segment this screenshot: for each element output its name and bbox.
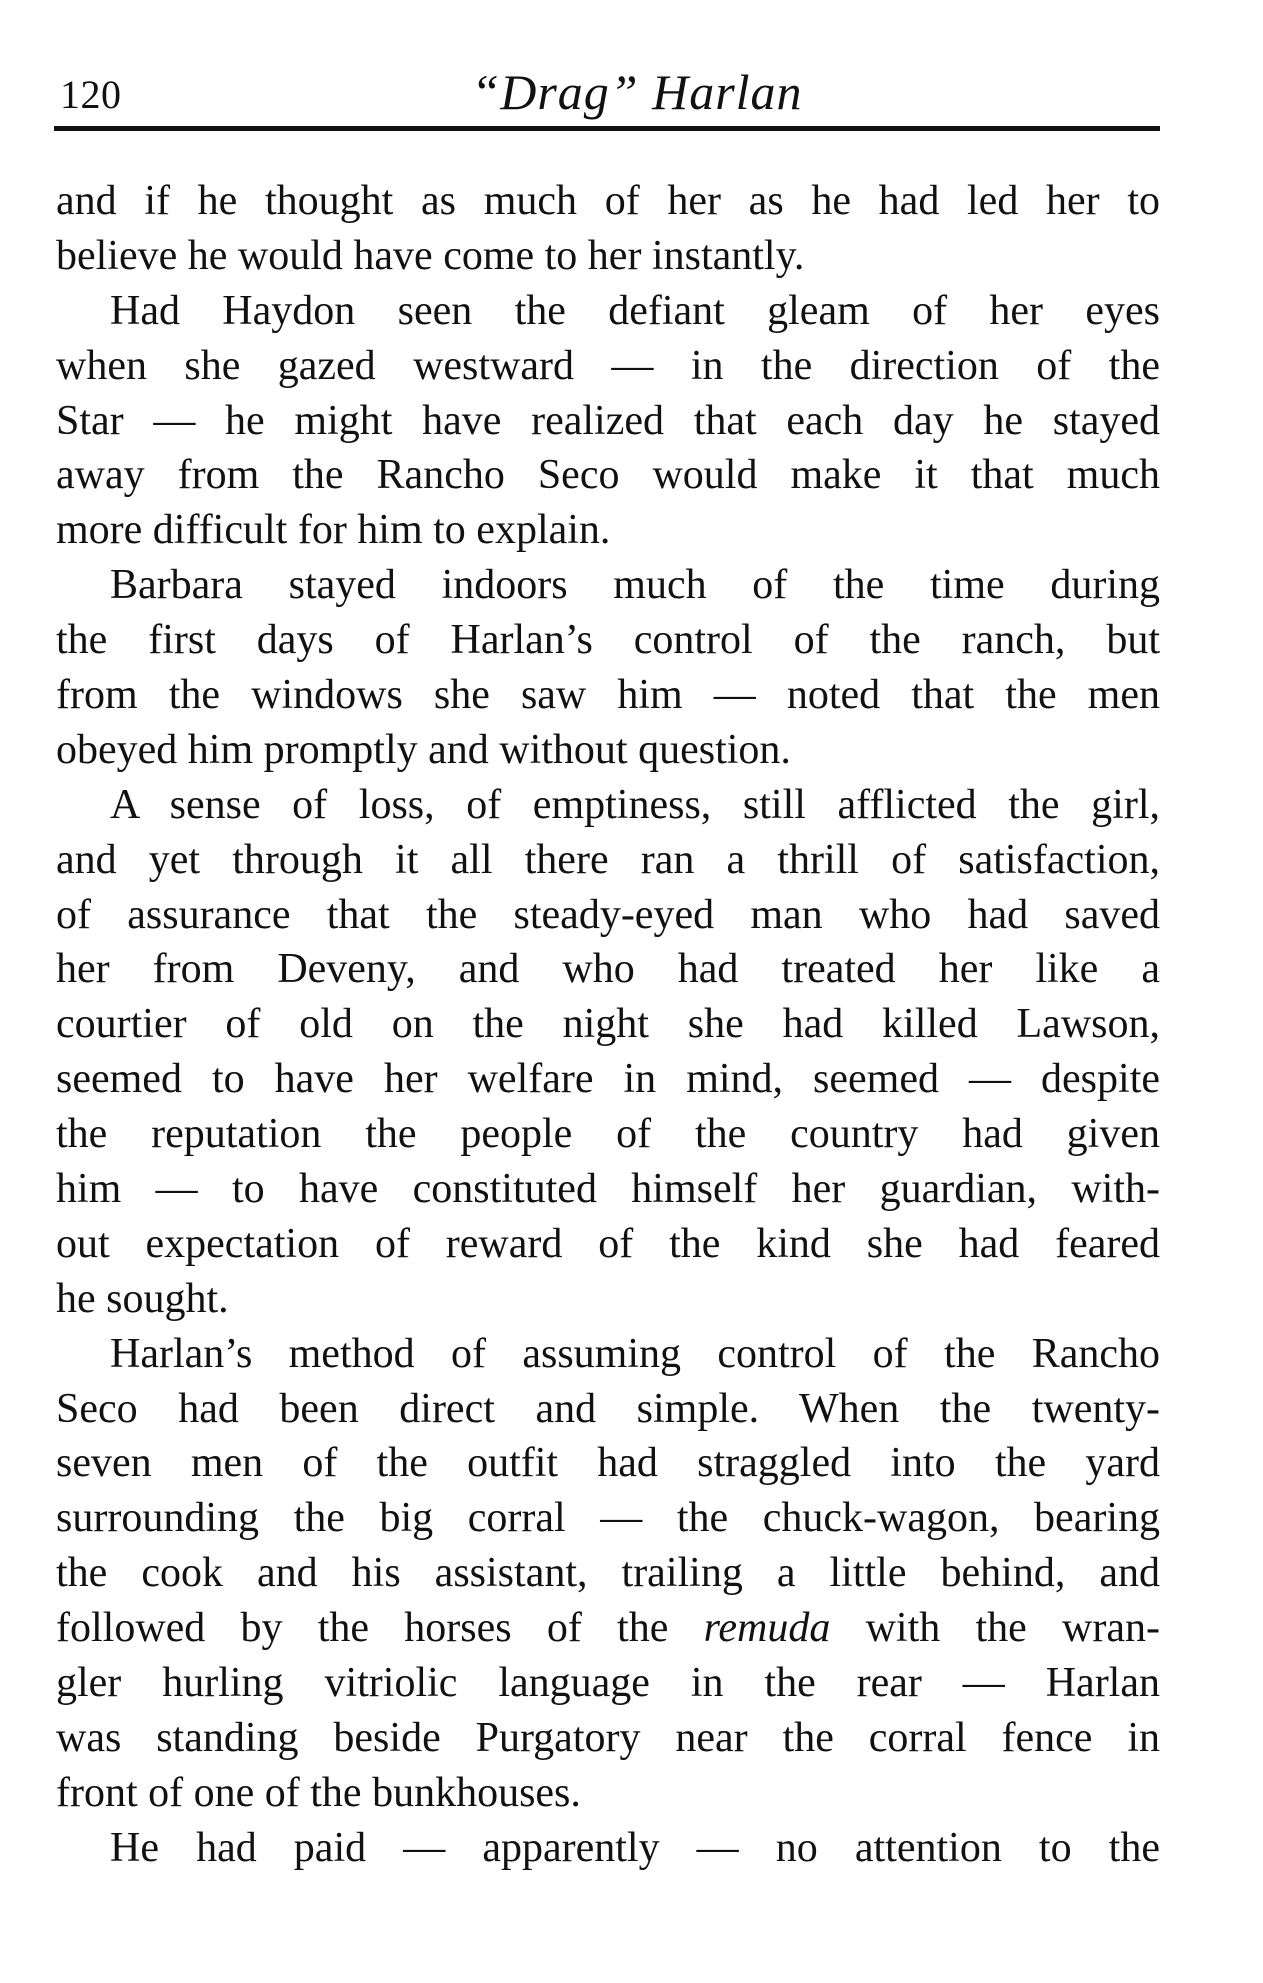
text-line: followed by the horses of the remuda with the wran- — [56, 1605, 1160, 1652]
text-line: He had paid — apparently — no attention to the — [110, 1824, 1160, 1871]
page-header — [54, 64, 1160, 124]
text-line: from the windows she saw him — noted that the men — [56, 672, 1160, 719]
text-line: he sought. — [56, 1275, 229, 1322]
text-line: the first days of Harlan’s control of the ranch, but — [56, 617, 1160, 664]
text-line: seven men of the outfit had straggled into the yard — [56, 1440, 1160, 1487]
text-line: front of one of the bunkhouses. — [56, 1769, 581, 1816]
text-line: Had Haydon seen the defiant gleam of her eyes — [110, 287, 1160, 334]
text-line: A sense of loss, of emptiness, still afflicted the girl, — [110, 781, 1160, 828]
text-line: gler hurling vitriolic language in the rear — Harlan — [56, 1660, 1160, 1707]
text-line: her from Deveny, and who had treated her like a — [56, 946, 1160, 993]
text-line: was standing beside Purgatory near the corral fence in — [56, 1714, 1160, 1761]
text-line: seemed to have her welfare in mind, seemed — despite — [56, 1056, 1160, 1103]
text-line: him — to have constituted himself her guardian, with- — [56, 1166, 1160, 1213]
running-title: “Drag” Harlan — [471, 64, 803, 120]
text-line: believe he would have come to her instantly. — [56, 232, 805, 279]
text-line: of assurance that the steady-eyed man who had saved — [56, 891, 1160, 938]
text-line: Seco had been direct and simple. When the twenty- — [56, 1385, 1160, 1432]
text-line: Star — he might have realized that each day he stayed — [56, 397, 1160, 444]
text-line: away from the Rancho Seco would make it that much — [56, 452, 1160, 499]
text-line: courtier of old on the night she had killed Lawson, — [56, 1001, 1160, 1048]
italic-word: remuda — [703, 1605, 831, 1652]
text-line: more difficult for him to explain. — [56, 507, 611, 554]
header-rule — [54, 126, 1160, 131]
page-number: 120 — [60, 72, 122, 117]
text-line: the reputation the people of the country had given — [56, 1111, 1160, 1158]
text-line: when she gazed westward — in the direction of the — [56, 342, 1160, 389]
text-line: Harlan’s method of assuming control of the Rancho — [110, 1330, 1160, 1377]
text-line: the cook and his assistant, trailing a little behind, and — [56, 1550, 1160, 1597]
text-line: out expectation of reward of the kind she had feared — [56, 1220, 1160, 1267]
text-line: obeyed him promptly and without question. — [56, 726, 791, 773]
text-line: Barbara stayed indoors much of the time during — [110, 562, 1160, 609]
body-text — [56, 174, 1160, 1876]
text-line: and if he thought as much of her as he had led her to — [56, 178, 1160, 224]
text-line: surrounding the big corral — the chuck-wagon, bearing — [56, 1495, 1160, 1542]
text-line: and yet through it all there ran a thrill of satisfaction, — [56, 836, 1160, 883]
